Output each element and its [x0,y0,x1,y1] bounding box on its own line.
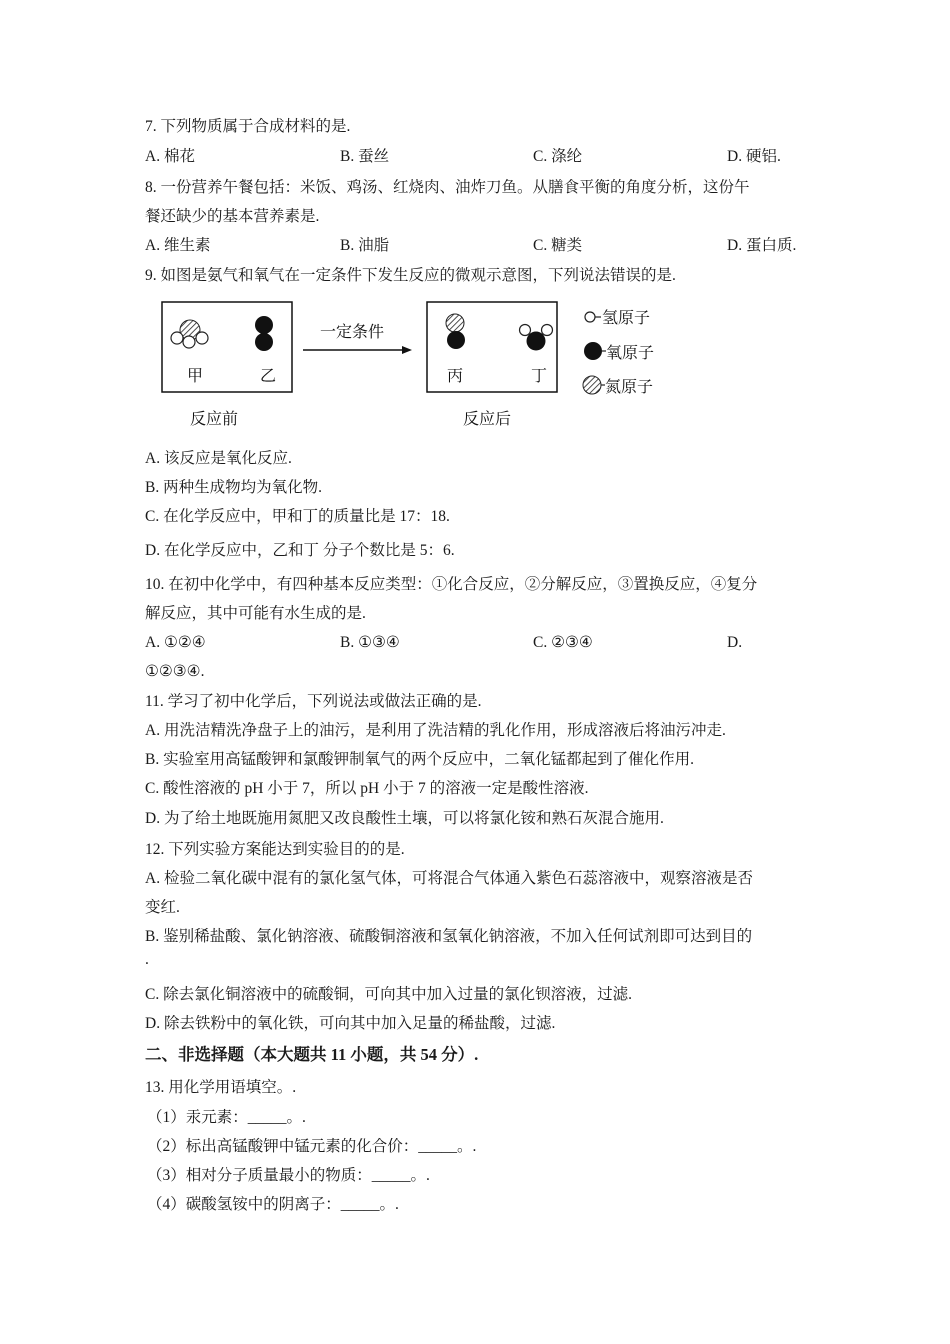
label-yi: 乙 [260,366,277,385]
q10-stem-line2: 解反应，其中可能有水生成的是. [145,605,366,622]
q10-option-b: B. ①③④ [340,634,400,651]
nitric-oxide-molecule [446,314,465,349]
q9-option-b: B. 两种生成物均为氧化物. [145,479,322,496]
q8-stem-line2: 餐还缺少的基本营养素是. [145,208,320,225]
q12-option-b-line2: . [145,951,149,968]
q8-stem-line1: 8. 一份营养午餐包括：米饭、鸡汤、红烧肉、油炸刀鱼。从膳食平衡的角度分析，这份午 [145,179,750,196]
q11-option-a: A. 用洗洁精洗净盘子上的油污，是利用了洗洁精的乳化作用，形成溶液后将油污冲走. [145,722,726,739]
q13-item-1: （1）汞元素：_____。. [147,1109,306,1126]
q10-option-d: D. [727,634,743,651]
q9-option-c: C. 在化学反应中，甲和丁的质量比是 17：18. [145,508,450,525]
q12-option-c: C. 除去氯化铜溶液中的硫酸铜，可向其中加入过量的氯化钡溶液，过滤. [145,986,632,1003]
label-bing: 丙 [447,366,464,385]
q12-option-b-line1: B. 鉴别稀盐酸、氯化钠溶液、硫酸铜溶液和氢氧化钠溶液，不加入任何试剂即可达到目的 [145,928,753,945]
legend-hydrogen [585,308,650,327]
q11-option-d: D. 为了给土地既施用氮肥又改良酸性土壤，可以将氯化铵和熟石灰混合施用. [145,810,664,827]
label-ding: 丁 [531,366,548,385]
label-jia: 甲 [187,366,204,385]
q10-option-a: A. ①②④ [145,634,206,651]
q7-option-c: C. 涤纶 [533,148,583,165]
reaction-condition: 一定条件 [320,322,385,341]
q11-stem: 11. 学习了初中化学后，下列说法或做法正确的是. [145,693,482,710]
q7-option-a: A. 棉花 [145,148,195,165]
arrow-head [402,346,412,354]
q13-item-4: （4）碳酸氢铵中的阴离子：_____。. [147,1196,399,1213]
q13-stem: 13. 用化学用语填空。. [145,1079,297,1096]
legend-nitrogen [583,376,653,396]
q8-option-a: A. 维生素 [145,237,211,254]
q9-option-d: D. 在化学反应中，乙和丁 分子个数比是 5：6. [145,542,455,559]
q8-option-b: B. 油脂 [340,237,390,254]
q13-item-3: （3）相对分子质量最小的物质：_____。. [147,1167,430,1184]
q13-item-2: （2）标出高锰酸钾中锰元素的化合价：_____。. [147,1138,477,1155]
q9-stem: 9. 如图是氨气和氧气在一定条件下发生反应的微观示意图，下列说法错误的是. [145,267,676,284]
q10-option-c: C. ②③④ [533,634,593,651]
caption-before: 反应前 [190,409,239,428]
legend-oxygen [584,342,654,362]
svg-text:氮原子: 氮原子 [605,377,654,396]
q12-option-a-line1: A. 检验二氧化碳中混有的氯化氢气体，可将混合气体通入紫色石蕊溶液中，观察溶液是否 [145,870,753,887]
q10-stem-line1: 10. 在初中化学中，有四种基本反应类型：①化合反应，②分解反应，③置换反应，④复分 [145,576,758,593]
svg-text:氢原子: 氢原子 [602,308,651,327]
oxygen-molecule [255,316,273,351]
q12-option-d: D. 除去铁粉中的氧化铁，可向其中加入足量的稀盐酸，过滤. [145,1015,556,1032]
q10-option-d-text: ①②③④. [145,663,205,680]
q7-option-b: B. 蚕丝 [340,148,390,165]
q8-option-c: C. 糖类 [533,237,583,254]
q11-option-c: C. 酸性溶液的 pH 小于 7，所以 pH 小于 7 的溶液一定是酸性溶液. [145,780,589,797]
section-2-title: 二、非选择题（本大题共 11 小题，共 54 分）. [145,1045,479,1064]
q9-option-a: A. 该反应是氧化反应. [145,450,292,467]
q12-stem: 12. 下列实验方案能达到实验目的的是. [145,841,405,858]
ammonia-molecule [171,320,208,348]
q8-option-d: D. 蛋白质. [727,237,797,254]
water-molecule [520,325,553,351]
svg-text:氧原子: 氧原子 [606,343,655,362]
reaction-microscopic-diagram [150,295,695,435]
q7-stem: 7. 下列物质属于合成材料的是. [145,118,351,135]
q12-option-a-line2: 变红. [145,899,180,916]
q7-option-d: D. 硬铝. [727,148,781,165]
q11-option-b: B. 实验室用高锰酸钾和氯酸钾制氧气的两个反应中，二氧化锰都起到了催化作用. [145,751,694,768]
caption-after: 反应后 [463,409,512,428]
